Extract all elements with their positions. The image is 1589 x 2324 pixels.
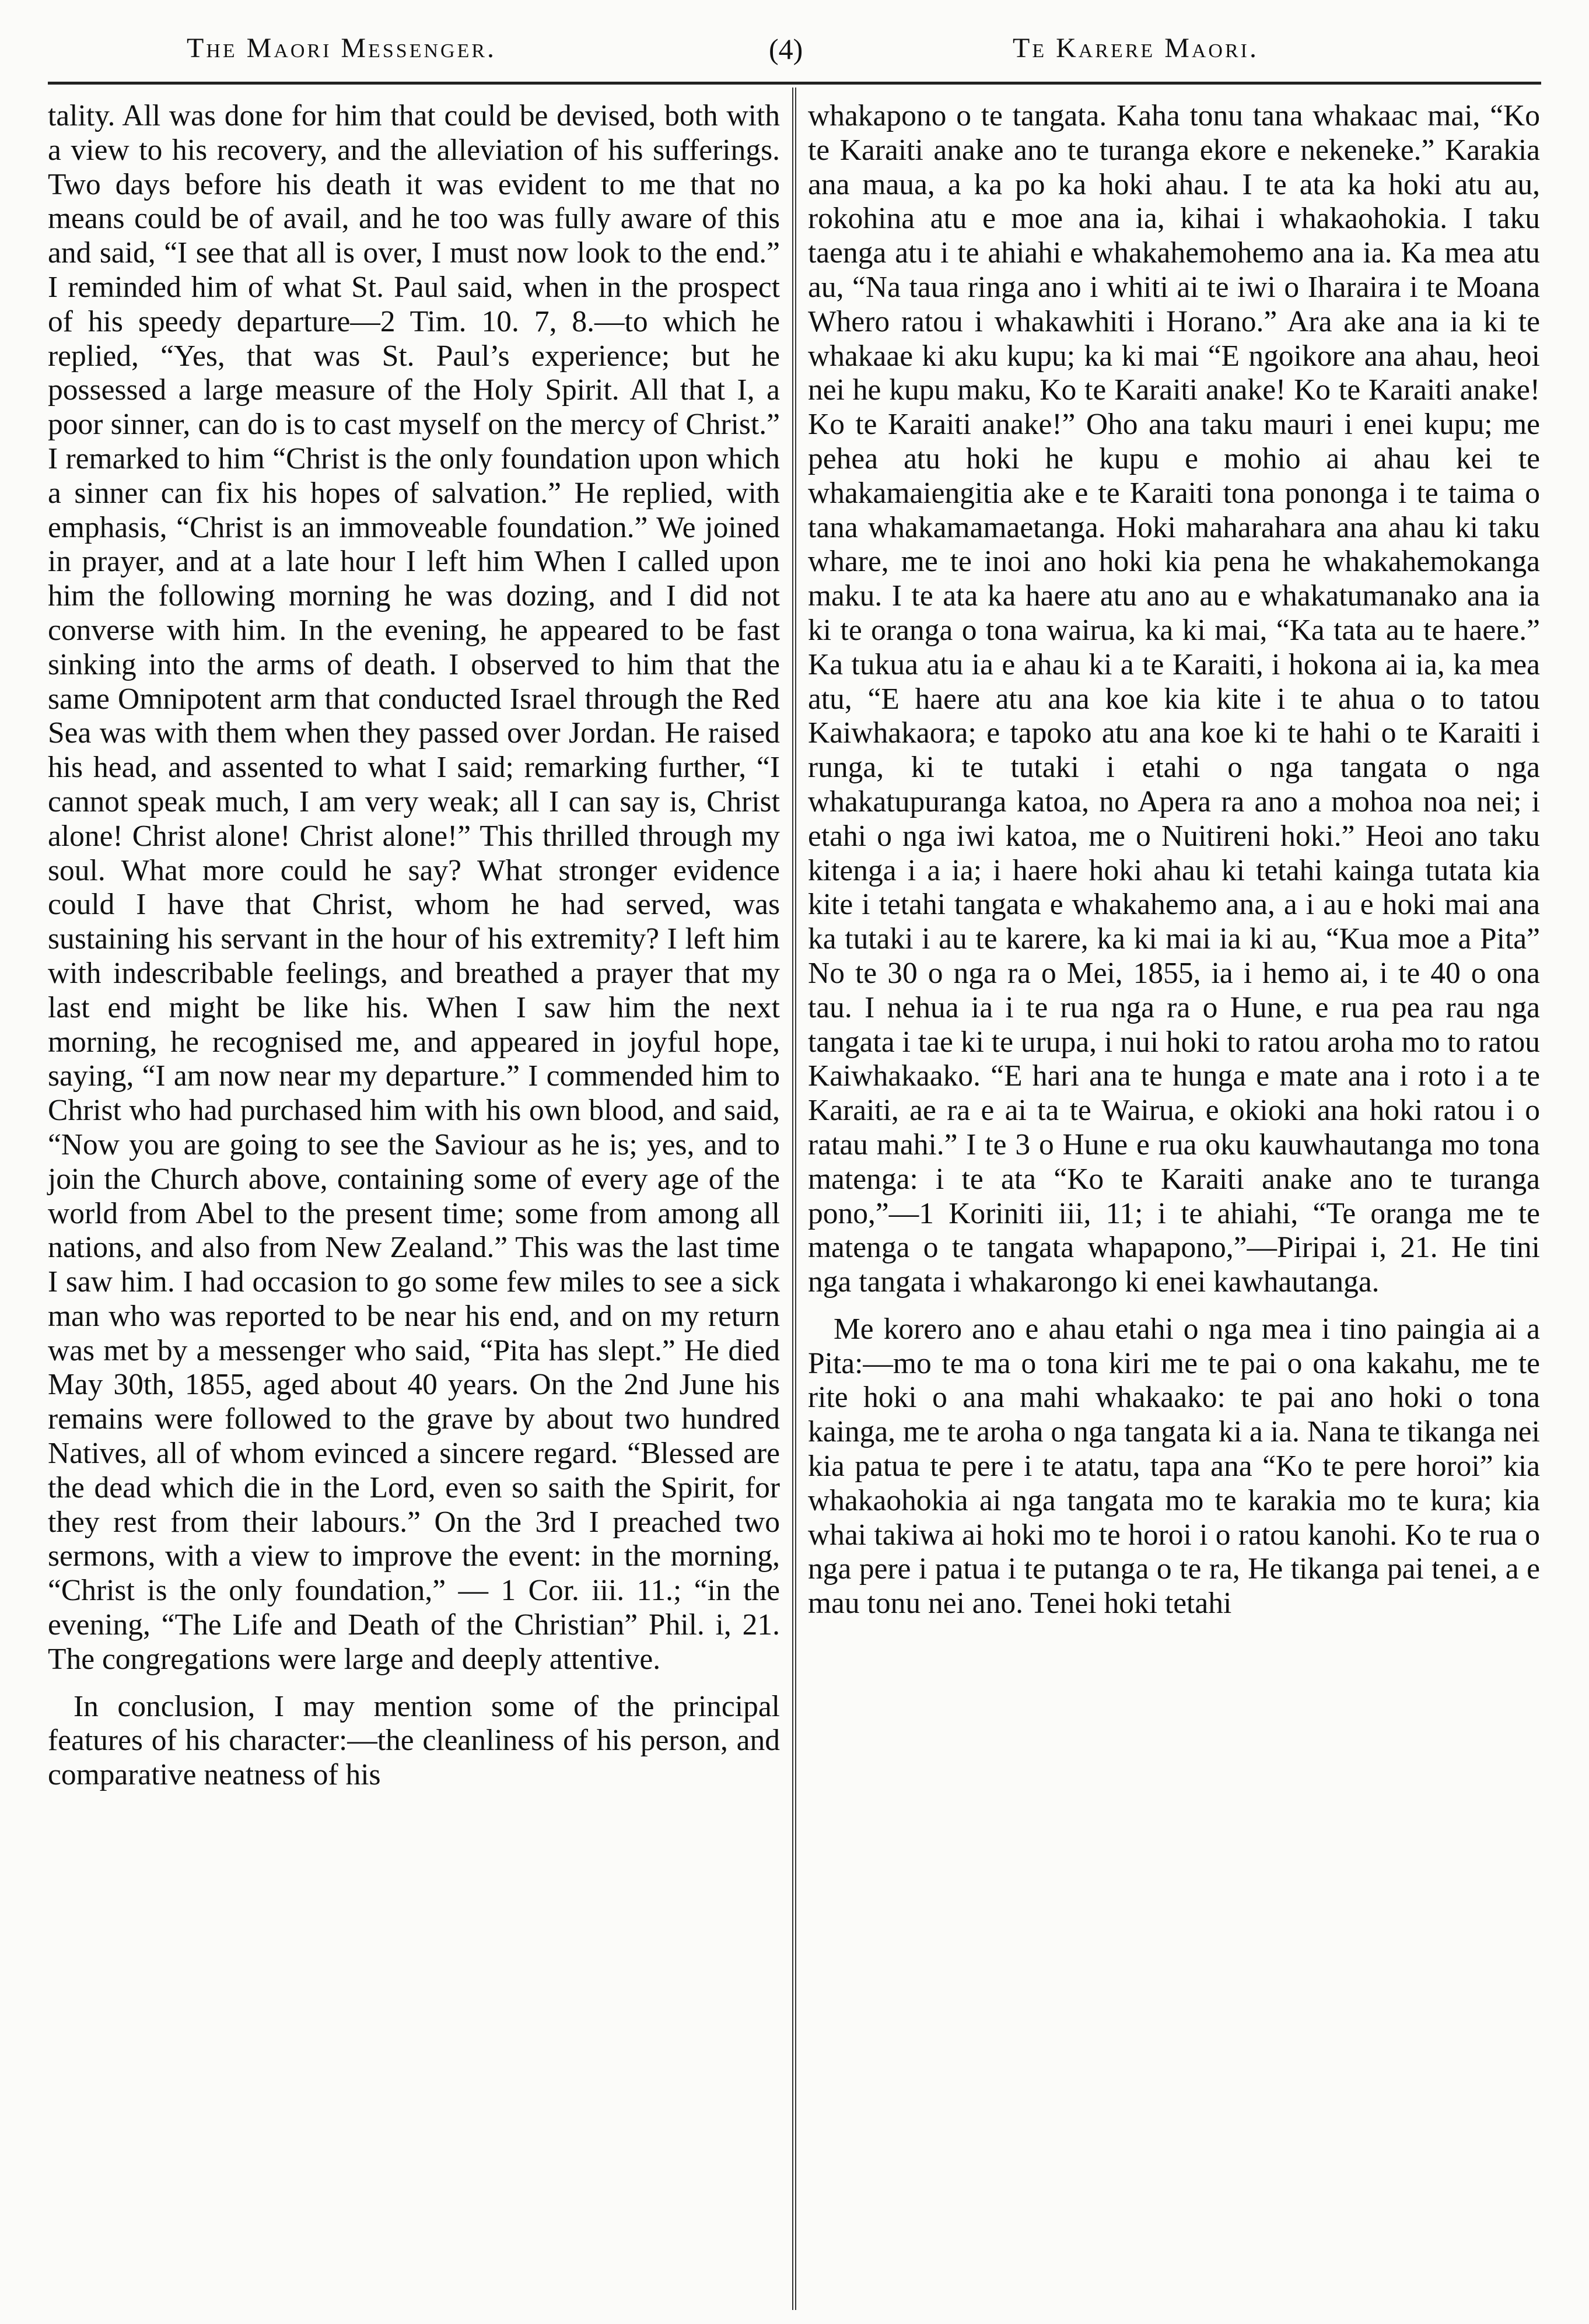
header-title-english: The Maori Messenger. [187,33,497,64]
header-rule [48,82,1541,85]
maori-paragraph-2: Me korero ano e ahau etahi o nga mea i tino paingia ai a Pita:—mo te ma o tona kiri me te pai o ona kakahu, me te rite hoki o ana mahi whakaako: te pai ano hoki o tona kainga, me te aroha o nga tangata ki a ia. Nana te tikanga nei kia patua te pere i te atatu, tapa ana “Ko te pere horoi” kia whakaohokia ai nga tangata mo te karakia mo te kura; kia whai takiwa ai hoki mo te horoi i o ratou kanohi. Ko te rua o nga pere i patua i te putanga o te ra, He tikanga pai tenei, a e mau tonu nei ano. Tenei hoki tetahi [808,1312,1540,1620]
page-number: (4) [769,33,803,65]
english-column [48,99,780,2304]
maori-column [808,99,1540,2304]
header-title-maori: Te Karere Maori. [1013,33,1259,64]
column-divider [792,88,796,2310]
english-paragraph-1: tality. All was done for him that could be devised, both with a view to his recovery, and the alleviation of his sufferings. Two days before his death it was evident to me that no means could be of avail, and he too was fully aware of this and said, “I see that all is over, I must now look to the end.” I reminded him of what St. Paul said, when in the prospect of his speedy departure—2 Tim. 10. 7, 8.—to which he replied, “Yes, that was St. Paul’s experience; but he possessed a large measure of the Holy Spirit. All that I, a poor sinner, can do is to cast myself on the mercy of Christ.” I remarked to him “Christ is the only foundation upon which a sinner can fix his hopes of salvation.” He replied, with emphasis, “Christ is an immoveable foundation.” We joined in prayer, and at a late hour I left him When I called upon him the following morning he was dozing, and I did not converse with him. In the evening, he appeared to be fast sinking into the arms of death. I observed to him that the same Omnipotent arm that conducted Israel through the Red Sea was with them when they passed over Jordan. He raised his head, and assented to what I said; remarking further, “I cannot speak much, I am very weak; all I can say is, Christ alone! Christ alone! Christ alone!” This thrilled through my soul. What more could he say? What stronger evidence could I have that Christ, whom he had served, was sustaining his servant in the hour of his extremity? I left him with indescribable feelings, and breathed a prayer that my last end might be like his. When I saw him the next morning, he recognised me, and appeared in joyful hope, saying, “I am now near my departure.” I commended him to Christ who had purchased him with his own blood, and said, “Now you are going to see the Saviour as he is; yes, and to join the Church above, containing some of every age of the world from Abel to the present time; some from among all nations, and also from New Zealand.” This was the last time I saw him. I had occasion to go some few miles to see a sick man who was reported to be near his end, and on my return was met by a messenger who said, “Pita has slept.” He died May 30th, 1855, aged about 40 years. On the 2nd June his remains were followed to the grave by about two hundred Natives, all of whom evinced a sincere regard. “Blessed are the dead which die in the Lord, even so saith the Spirit, for they rest from their labours.” On the 3rd I preached two sermons, with a view to improve the event: in the morning, “Christ is the only foundation,” — 1 Cor. iii. 11.; “in the evening, “The Life and Death of the Christian” Phil. i, 21. The congregations were large and deeply attentive. [48,99,780,1676]
english-paragraph-2: In conclusion, I may mention some of the principal features of his character:—the cleanliness of his person, and comparative neatness of his [48,1689,780,1792]
maori-paragraph-1: whakapono o te tangata. Kaha tonu tana whakaac mai, “Ko te Karaiti anake ano te turanga ekore e nekeneke.” Karakia ana maua, a ka po ka hoki ahau. I te ata ka hoki atu au, rokohina atu e moe ana ia, kihai i whakaohokia. I taku taenga atu i te ahiahi e whakahemohemo ana ia. Ka mea atu au, “Na taua ringa ano i whiti ai te iwi o Iharaira i te Moana Whero ratou i whakawhiti i Horano.” Ara ake ana ia ki te whakaae ki aku kupu; ka ki mai “E ngoikore ana ahau, heoi nei he kupu maku, Ko te Karaiti anake! Ko te Karaiti anake! Ko te Karaiti anake!” Oho ana taku mauri i enei kupu; me pehea atu hoki he kupu e mohio ai ahau kei te whakamaiengitia ake e te Karaiti tona pononga i te taima o tana whakamamaetanga. Hoki maharahara ana ahau ki taku whare, me te inoi ano hoki kia pena he whakahemokanga maku. I te ata ka haere atu ano au e whakatumanako ana ia ki te oranga o tona wairua, ka ki mai, “Ka tata au te haere.” Ka tukua atu ia e ahau ki a te Karaiti, i hokona ai ia, ka mea atu, “E haere atu ana koe kia kite i te ahua o to tatou Kaiwhakaora; e tapoko atu ana koe ki te hahi o te Karaiti i runga, ki te tutaki i etahi o nga tangata o nga whakatupuranga katoa, no Apera ra ano a mohoa noa nei; i etahi o nga iwi katoa, me o Nuitireni hoki.” Heoi ano taku kitenga i a ia; i haere hoki ahau ki tetahi kainga tutata kia kite i tetahi tangata e whakahemo ana, a i au e hoki mai ana ka tutaki i au te karere, ka ki mai ia ki au, “Kua moe a Pita” No te 30 o nga ra o Mei, 1855, ia i hemo ai, i te 40 o ona tau. I nehua ia i te rua nga ra o Hune, e rua pea rau nga tangata i tae ki te urupa, i nui hoki to ratou aroha mo to ratou Kaiwhakaako. “E hari ana te hunga e mate ana i roto i a te Karaiti, ae ra e ai ta te Wairua, e okioki ana hoki ratou i o ratau mahi.” I te 3 o Hune e rua oku kauwhautanga mo tona matenga: i te ata “Ko te Karaiti anake ano te turanga pono,”—1 Koriniti iii, 11; i te ahiahi, “Te oranga me te matenga o te tangata whapapono,”—Piripai i, 21. He tini nga tangata i whakarongo ki enei kawhautanga. [808,99,1540,1299]
